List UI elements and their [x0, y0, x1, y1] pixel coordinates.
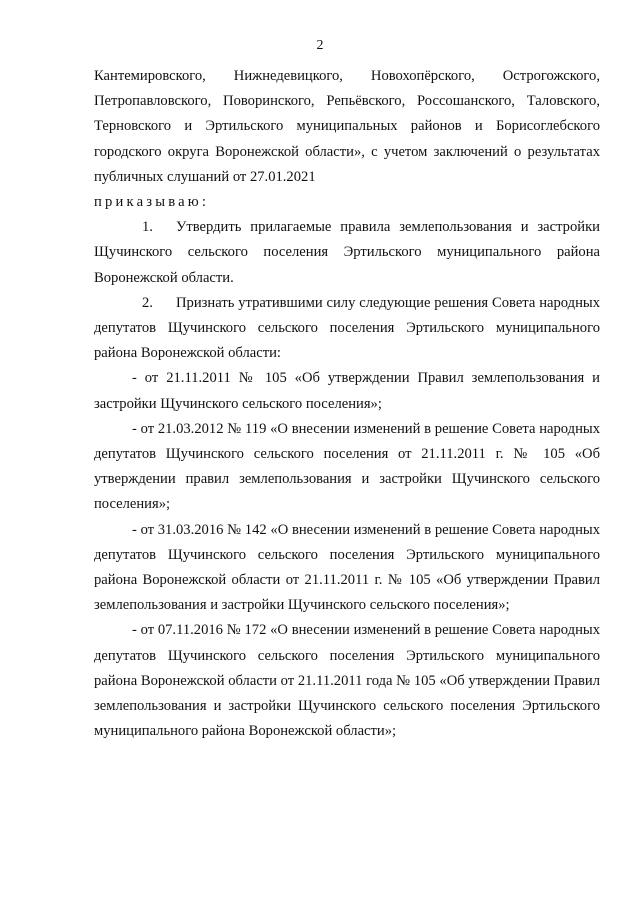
- decision-item-2: - от 21.03.2012 № 119 «О внесении изменений в решение Совета народных депутатов Щучинского сельского поселения от 21.11.2011 г. № 105 «Об утверждении правил землепользования и застройки Щучинского сельского поселения»;: [94, 420, 600, 513]
- item-number: 1.: [142, 219, 153, 236]
- page-number: 2: [316, 38, 324, 53]
- decision-item-1: - от 21.11.2011 № 105 «Об утверждении Правил землепользования и застройки Щучинского сельского поселения»;: [94, 370, 600, 412]
- decision-item-4: - от 07.11.2016 № 172 «О внесении изменений в решение Совета народных депутатов Щучинского сельского поселения Эртильского муниципального района Воронежской области от 21.11.2011 года № 105 «Об утверждении Правил землепользования и застройки Щучинского сельского поселения Эртильского муниципального района Воронежской области»;: [94, 622, 600, 740]
- list-item-1: [94, 215, 600, 291]
- document-body: [94, 64, 600, 744]
- decision-item-3: - от 31.03.2016 № 142 «О внесении изменений в решение Совета народных депутатов Щучинского сельского поселения Эртильского муниципального района Воронежской области от 21.11.2011 г. № 105 «Об утверждении Правил землепользования и застройки Щучинского сельского поселения»;: [94, 521, 600, 614]
- list-item-2: [94, 291, 600, 367]
- item-text: Утвердить прилагаемые правила землепользования и застройки Щучинского сельского поселения Эртильского муниципального района Воронежской области.: [94, 219, 600, 286]
- order-word: приказываю:: [94, 194, 210, 211]
- item-number: 2.: [142, 294, 153, 311]
- intro-paragraph: Кантемировского, Нижнедевицкого, Новохопёрского, Острогожского, Петропавловского, Поворинского, Репьёвского, Россошанского, Таловского, Терновского и Эртильского муниципальных районов и Борисоглебского городского округа Воронежской области», с учетом заключений о результатах публичных слушаний от 27.01.2021: [94, 68, 600, 185]
- item-text: Признать утратившими силу следующие решения Совета народных депутатов Щучинского сельского поселения Эртильского муниципального района Воронежской области:: [94, 294, 600, 362]
